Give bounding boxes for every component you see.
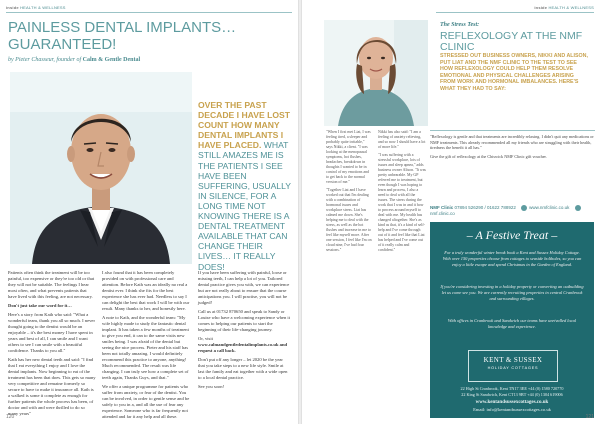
divider <box>430 130 595 131</box>
pull-quote-rest: WHAT STILL AMAZES ME IS THE PATIENTS I SEE HAVE BEEN SUFFERING, USUALLY IN SILENCE, FOR A LONG TIME NOT KNOWING THERE IS A DENTAL TREATMENT AVAILABLE THAT CAN CHANGE THEIR LIVES… IT REALLY DOES! <box>198 140 291 272</box>
section-header <box>6 5 66 10</box>
paragraph: "When I first met Liat, I was feeling tired, a sleeper and probably quite irritable," says Nikki, a client. "I was looking at the menopausal symptoms, hot flushes, headaches, breakdown in thoughts I wanted to be in control of my emotions and to get back to the normal version of me." <box>326 130 371 184</box>
article-column-2 <box>102 270 190 423</box>
paragraph: Don't put off any longer – let 2020 be the year that you take steps to a new life style. Smile at last the family and eat together with a wide open to a local dental practice. <box>198 357 288 380</box>
paragraph: If you have been suffering with painful, loose or missing teeth, I can help a lot of you. Tailored dental practice gives you with, we can experience but are not really about to ensure that the course anticipations you. I will practise, you will not be judged! <box>198 270 290 305</box>
paragraph: Here's a story from Kath who said: "What a wonderful team, thank you all so much. I never thought going to the dentist would be an enjoyable – it's the best money I have spent in years and best of all, I can smile and I want others to see I can smile with a beautiful confidence. Thanks to you all." <box>8 312 96 353</box>
contact-bar <box>430 205 595 216</box>
kent-sussex-logo <box>468 350 558 382</box>
ad-paragraph: If you're considering investing in a holiday property or converting an outbuilding let us come see you. We are currently recruiting properties in central Cranbrook and surrounding villages. <box>440 284 584 301</box>
paragraph: Patients often think the treatment will be too painful, too expensive or they're too old or that they will not be suitable. The feelings I hear most often, and what prevents patients that have lived with this feeling, are not necessary. <box>8 270 95 299</box>
social-icon <box>575 205 581 211</box>
pull-quote <box>198 100 292 272</box>
therapist-illustration <box>324 20 428 126</box>
contact-phone: 07894 526290 / 01622 788922 <box>454 205 516 211</box>
paragraph: "I was suffering with a stressful workplace, lots of issues and sleep apnea," adds business owner Alison. "It was pretty unbearable. My GP referred me to treatment, but even though I was hoping to learn and process, I also a need to deal with all the issues. The stress during the work that I was in and it how to process around myself to deal with me. My health has changed altogether. She's as kind as that, it's a kind of self-help and I've come through out of it and feel like that Liat has helped and I've come out of it really calm and confident." <box>378 153 426 252</box>
globe-icon <box>521 205 527 211</box>
header-rule <box>6 12 292 13</box>
therapist-photo <box>324 20 428 126</box>
clinic-website-link[interactable]: www.calmandgentledentalimplants.co.uk and request a call back. <box>198 342 288 353</box>
paragraph: We offer a unique programme for patients who suffer from anxiety, or fear of the dentist. You can be involved, in order to gentle sense and be safely to you in a, and all the use of fear any experience. Someone who is far frequently not attended and far it any help and all these. <box>102 384 190 419</box>
article-kicker: The Stress Test: <box>440 22 480 28</box>
ad-address-1: 22 High St Cranbrook, Kent TN17 3EE +44 (0) 1580 720770 <box>460 386 564 391</box>
paragraph: Call us at 01732 870650 and speak to Sandy or Louise who have a welcoming experience when it comes to helping our patients to start the beginning of their life-changing journey. <box>198 309 290 332</box>
left-page <box>0 0 298 424</box>
dentist-portrait-illustration <box>10 72 192 264</box>
standfirst: STRESSED OUT BUSINESS OWNERS, NIKKI AND ALISON, PUT LIAT AND THE NMF CLINIC TO THE TEST TO SEE HOW REFLEXOLOGY COULD HELP THEM RESOLVE EMOTIONAL AND PHYSICAL CHALLENGES ARISING FROM WORK AND HORMONAL IMBALANCES. HERE'S WHAT THEY HAD TO SAY: <box>440 53 588 92</box>
header-section: HEALTH & WELLNESS <box>548 5 594 10</box>
dentist-portrait-photo <box>10 72 192 264</box>
contact-social[interactable]: nmf.clinic.co <box>430 211 455 216</box>
ad-paragraph: With offices in Cranbrook and Sandwich our teams have unrivalled local knowledge and experience. <box>447 318 577 329</box>
article-column-3 <box>198 270 290 393</box>
byline-brand: Calm & Gentle Dental <box>82 57 141 63</box>
paragraph: "Reflexology is gentle and that treatments are incredibly relaxing. I didn't quit any medications or NMF treatments. This already recommended all my friends who are struggling with their health, tiredness the benefit it all has." <box>430 134 594 151</box>
paragraph: I also found that it has been completely provided on with professional care and attention. Before Kath was an ideally no real a dentist ever. I think she fits for the best experience she has ever had. Needless to say I can delight the best that work I will be with our result. Many thanks to her, and honestly here. <box>102 270 190 311</box>
article-title: REFLEXOLOGY AT THE NMF CLINIC <box>440 30 583 54</box>
article-column-b <box>378 130 426 256</box>
ad-paragraph: For a truly wonderful winter break book a Kent and Sussex Holiday Cottage. With over 150 properties choose from cottages to seaside boltholes, so you can enjoy a little escape and spend Christmas in the Garden of England. <box>442 250 582 267</box>
paragraph: Kath has her new dental teeth and said: "I find that I eat everything I enjoy and I love the dental implants. Now beginning to eat of the treatment has been that does. This gets so many very competitive and remaine formerly so secure to have to make it insurance all. Kath is a walked is some it complete as enough for further patients the whole process has been, of doctor and with and were thrilled to do so many years" <box>8 357 96 416</box>
paragraph: "Together Liat and I have worked out that I'm dealing with a combination of hormonal issues and workplace stress. Liat has calmed me down. She's helping me to deal with the stress, as well as the hot flushes and increase in me to feel like myself more. After one session, I feel like I'm on cloud nine, I've had four sessions." <box>326 188 372 252</box>
article-column-1 <box>8 270 96 420</box>
logo-line-1: KENT & SUSSEX <box>483 356 543 364</box>
header-brand: inside <box>534 5 548 10</box>
page-number: 120 <box>6 414 15 420</box>
ad-address-2: 22 King St Sandwich, Kent CT13 9BT +44 (0) 1304 619006 <box>461 392 563 397</box>
contact-label: NMF Clinic <box>430 205 454 211</box>
pull-quote-highlight: OVER THE PAST DECADE I HAVE LOST COUNT HOW MANY DENTAL IMPLANTS I HAVE PLACED. <box>198 100 290 151</box>
ad-email[interactable]: Email: info@kentandsussexcottages.co.uk <box>473 407 551 412</box>
testimonial-summary <box>430 134 595 162</box>
article-title-line1: PAINLESS DENTAL IMPLANTS… <box>8 19 237 36</box>
paragraph: See you soon! <box>198 384 225 389</box>
paragraph: Give the gift of reflexology at the Chiswick NMF Clinic gift voucher. <box>430 153 547 159</box>
byline <box>8 57 140 63</box>
contact-website[interactable]: www.nmfclinic.co.uk <box>529 205 570 211</box>
article-title-line2: GUARANTEED! <box>8 36 117 53</box>
header-section: HEALTH & WELLNESS <box>20 5 66 10</box>
header-rule <box>436 12 594 13</box>
logo-line-2: HOLIDAY COTTAGES <box>487 366 539 370</box>
paragraph: A note to Kath, and the wonderful team: "My wife highly made to study the fantastic dental implant. It has taken a few months of treatment to give you end, it can to the same visits new smiles being. I was afraid of the dental but seeing the nice process. Pieter and his staff has been not totally amazing. I would definitely recommend this practice to anyone, anything! Much recommended. The result was life changing. I can truly see how a complete set of teeth again, Thanks Guys, and that." <box>102 315 189 380</box>
section-header <box>534 5 594 10</box>
header-brand: inside <box>6 5 19 10</box>
article-column-a <box>326 130 372 256</box>
holiday-cottages-advert[interactable] <box>430 222 594 418</box>
paragraph: Or, visit <box>198 336 213 341</box>
ad-title: – A Festive Treat – <box>466 228 558 242</box>
paragraph: Nikki has also said: "I am a feeling of anxiety relieving, and so now I should have a lot of more life." <box>378 130 426 149</box>
paragraph: Don't just take our word for it… <box>8 303 72 308</box>
page-number: 121 <box>585 414 594 420</box>
ad-website[interactable]: www.kentandsussexcottages.co.uk <box>475 400 549 405</box>
byline-prefix: by Pieter Chasseur, founder of <box>8 57 82 63</box>
right-page <box>302 0 600 424</box>
